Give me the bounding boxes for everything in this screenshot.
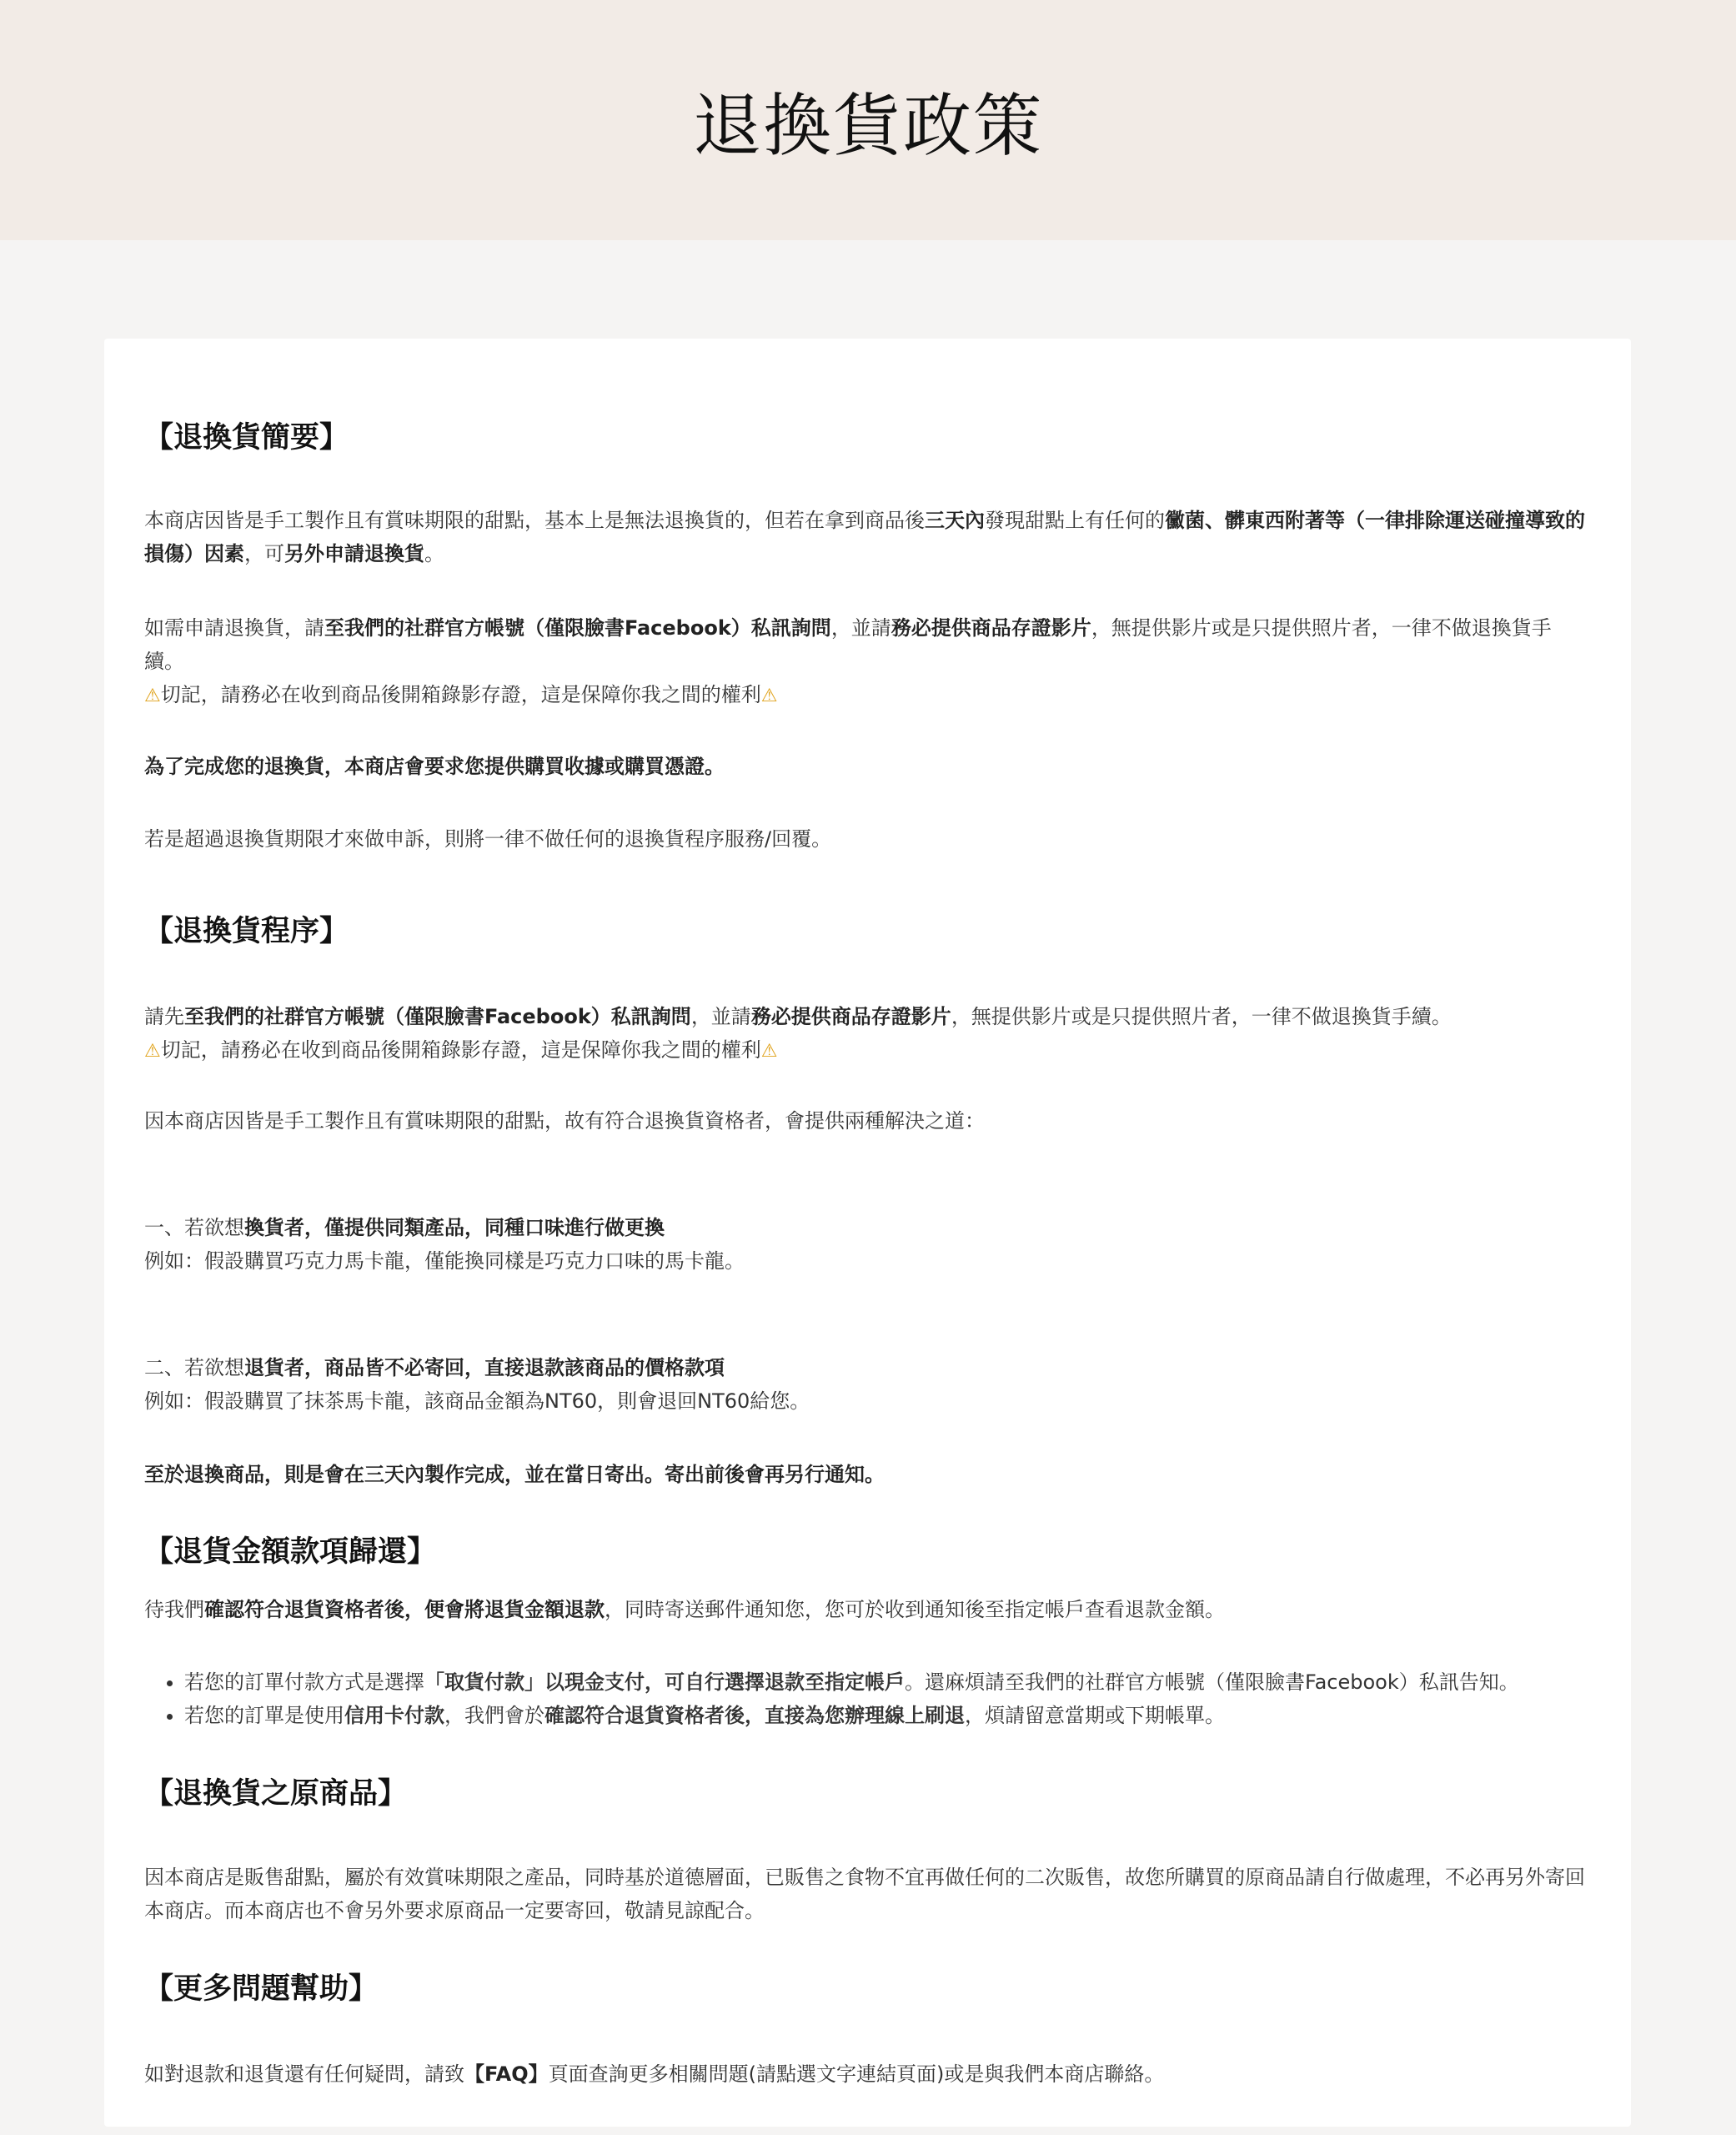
procedure-option-refund: 二、若欲想退貨者，商品皆不必寄回，直接退款該商品的價格款項 例如：假設購買了抹茶馬卡龍，該商品金額為NT60，則會退回NT60給您。 [144, 1356, 810, 1413]
section-title-summary: 【退換貨簡要】 [144, 420, 349, 455]
summary-paragraph-3: 為了完成您的退換貨，本商店會要求您提供購買收據或購買憑證。 [144, 755, 725, 778]
summary-paragraph-2: 如需申請退換貨，請至我們的社群官方帳號（僅限臉書Facebook）私訊詢問，並請務必提供商品存證影片，無提供影片或是只提供照片者，一律不做退換貨手續。 [144, 616, 1552, 673]
procedure-paragraph-2: 因本商店因皆是手工製作且有賞味期限的甜點，故有符合退換貨資格者，會提供兩種解決之道： [144, 1109, 985, 1133]
warning-icon: ⚠ [144, 686, 161, 706]
warning-icon: ⚠ [760, 1041, 778, 1062]
procedure-warning: ⚠切記，請務必在收到商品後開箱錄影存證，這是保障你我之間的權利⚠ [144, 1038, 778, 1062]
section-title-procedure: 【退換貨程序】 [144, 914, 349, 948]
list-item: • 若您的訂單是使用信用卡付款，我們會於確認符合退貨資格者後，直接為您辦理線上刷退，煩請留意當期或下期帳單。 [184, 1699, 1598, 1732]
procedure-paragraph-3: 至於退換商品，則是會在三天內製作完成，並在當日寄出。寄出前後會再另行通知。 [144, 1463, 885, 1486]
faq-link[interactable]: 【FAQ】 [464, 2062, 549, 2086]
warning-icon: ⚠ [144, 1041, 161, 1062]
section-title-original: 【退換貨之原商品】 [144, 1776, 408, 1811]
section-title-refund: 【退貨金額款項歸還】 [144, 1535, 437, 1569]
list-item: • 若您的訂單付款方式是選擇「取貨付款」以現金支付，可自行選擇退款至指定帳戶。還麻煩請至我們的社群官方帳號（僅限臉書Facebook）私訊告知。 [184, 1665, 1598, 1699]
warning-icon: ⚠ [760, 686, 778, 706]
procedure-option-exchange: 一、若欲想換貨者，僅提供同類產品，同種口味進行做更換 例如：假設購買巧克力馬卡龍，僅能換同樣是巧克力口味的馬卡龍。 [144, 1216, 745, 1273]
summary-paragraph-1: 本商店因皆是手工製作且有賞味期限的甜點，基本上是無法退換貨的，但若在拿到商品後三天內發現甜點上有任何的黴菌、髒東西附著等（一律排除運送碰撞導致的損傷）因素，可另外申請退換貨。 [144, 509, 1585, 565]
section-title-help: 【更多問題幫助】 [144, 1972, 379, 2006]
help-paragraph-1: 如對退款和退貨還有任何疑問，請致【FAQ】頁面查詢更多相關問題(請點選文字連結頁面)或是與我們本商店聯絡。 [144, 2062, 1165, 2086]
refund-bullet-list [144, 1665, 1598, 1732]
refund-paragraph-1: 待我們確認符合退貨資格者後，便會將退貨金額退款，同時寄送郵件通知您，您可於收到通知後至指定帳戶查看退款金額。 [144, 1598, 1225, 1621]
page-header [0, 0, 1736, 240]
summary-paragraph-4: 若是超過退換貨期限才來做申訴，則將一律不做任何的退換貨程序服務/回覆。 [144, 827, 832, 851]
procedure-paragraph-1: 請先至我們的社群官方帳號（僅限臉書Facebook）私訊詢問，並請務必提供商品存證影片，無提供影片或是只提供照片者，一律不做退換貨手續。 [144, 1005, 1452, 1028]
summary-warning: ⚠切記，請務必在收到商品後開箱錄影存證，這是保障你我之間的權利⚠ [144, 683, 778, 706]
original-paragraph-1: 因本商店是販售甜點，屬於有效賞味期限之產品，同時基於道德層面，已販售之食物不宜再做任何的二次販售，故您所購買的原商品請自行做處理，不必再另外寄回本商店。而本商店也不會另外要求原商品一定要寄回，敬請見諒配合。 [144, 1866, 1585, 1922]
page-title: 退換貨政策 [692, 86, 1043, 166]
policy-card [104, 339, 1631, 2127]
